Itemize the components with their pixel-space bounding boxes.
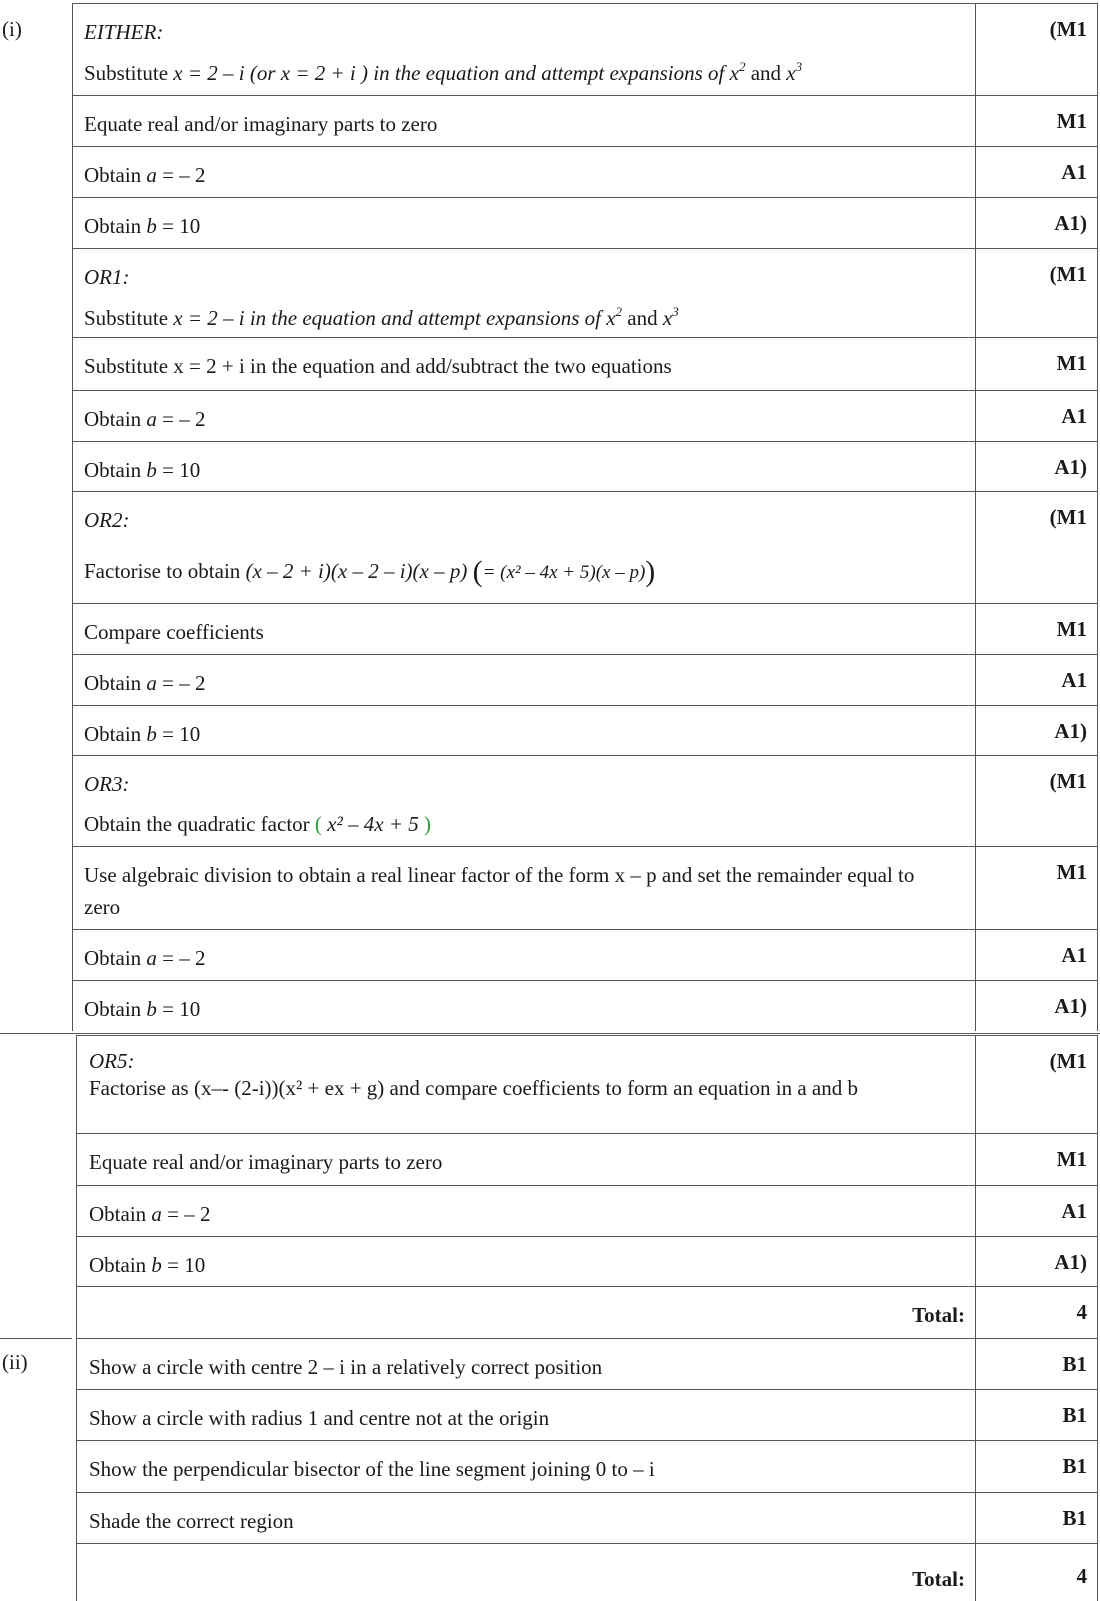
question-label: (i)	[2, 17, 22, 41]
table-row	[0, 755, 1100, 846]
mark-cell: (M1	[975, 3, 1098, 95]
table-row	[0, 146, 1100, 197]
criteria-cell: Shade the correct region	[76, 1492, 975, 1543]
mark-cell: (M1	[975, 1035, 1098, 1133]
mark-cell: A1)	[975, 705, 1098, 755]
mark-cell: B1	[975, 1389, 1098, 1440]
mark-cell: M1	[975, 95, 1098, 146]
method-heading: EITHER:	[84, 20, 164, 44]
table-row	[0, 1133, 1100, 1185]
table-row	[0, 980, 1100, 1031]
criteria-cell: Obtain b = 10	[72, 980, 975, 1031]
table-row	[0, 491, 1100, 603]
question-label: (ii)	[2, 1350, 28, 1374]
mark-cell: A1)	[975, 980, 1098, 1031]
criteria-cell: Obtain b = 10	[72, 441, 975, 491]
table-row	[0, 705, 1100, 755]
table-row	[0, 1492, 1100, 1543]
total-value: 4	[975, 1286, 1098, 1338]
method-heading: OR2:	[84, 508, 130, 532]
mark-cell: A1)	[975, 197, 1098, 248]
table-row	[0, 197, 1100, 248]
criteria-cell: Show the perpendicular bisector of the line segment joining 0 to – i	[76, 1440, 975, 1492]
table-row	[0, 1543, 1100, 1601]
mark-cell: M1	[975, 337, 1098, 390]
criteria-cell	[76, 1035, 975, 1133]
mark-cell: B1	[975, 1338, 1098, 1389]
mark-cell: A1	[975, 390, 1098, 441]
table-row	[0, 1389, 1100, 1440]
table-row	[0, 1185, 1100, 1236]
method-description: Factorise as (x–- (2-i))(x² + ex + g) and compare coefficients to form an equation in a and b	[89, 1076, 858, 1101]
table-row	[0, 390, 1100, 441]
method-description: Obtain the quadratic factor ( x² – 4x + 5 )	[84, 811, 432, 836]
criteria-cell: Show a circle with radius 1 and centre not at the origin	[76, 1389, 975, 1440]
criteria-cell	[72, 248, 975, 337]
criteria-cell: Equate real and/or imaginary parts to zero	[76, 1133, 975, 1185]
table-row	[0, 3, 1100, 95]
criteria-cell: Obtain a = – 2	[76, 1185, 975, 1236]
total-cell	[76, 1286, 975, 1338]
criteria-cell: Show a circle with centre 2 – i in a relatively correct position	[76, 1338, 975, 1389]
criteria-cell: Obtain b = 10	[72, 705, 975, 755]
criteria-cell	[72, 755, 975, 846]
section-divider	[0, 1033, 1100, 1034]
table-row	[0, 603, 1100, 654]
mark-cell: (M1	[975, 755, 1098, 846]
mark-cell: A1	[975, 654, 1098, 705]
criteria-cell: Equate real and/or imaginary parts to zero	[72, 95, 975, 146]
method-heading: OR3:	[84, 772, 130, 796]
table-row	[0, 1440, 1100, 1492]
criteria-cell: Compare coefficients	[72, 603, 975, 654]
table-row	[0, 1338, 1100, 1389]
mark-cell: (M1	[975, 491, 1098, 603]
mark-cell: B1	[975, 1492, 1098, 1543]
mark-cell: A1	[975, 146, 1098, 197]
mark-cell: A1)	[975, 1236, 1098, 1286]
criteria-cell	[72, 3, 975, 95]
mark-cell: M1	[975, 846, 1098, 929]
mark-cell: M1	[975, 1133, 1098, 1185]
table-row	[0, 846, 1100, 929]
table-row	[0, 441, 1100, 491]
criteria-cell: Obtain a = – 2	[72, 654, 975, 705]
criteria-cell: Obtain a = – 2	[72, 390, 975, 441]
criteria-cell: Obtain a = – 2	[72, 929, 975, 980]
mark-cell: M1	[975, 603, 1098, 654]
total-value: 4	[975, 1543, 1098, 1601]
table-row	[0, 1035, 1100, 1133]
table-row	[0, 1286, 1100, 1338]
criteria-cell: Obtain a = – 2	[72, 146, 975, 197]
table-row	[0, 654, 1100, 705]
criteria-cell: Use algebraic division to obtain a real linear factor of the form x – p and set the remainder equal to zero	[72, 846, 975, 929]
table-row	[0, 1236, 1100, 1286]
table-row	[0, 248, 1100, 337]
total-label: Total:	[912, 1567, 965, 1591]
table-row	[0, 929, 1100, 980]
method-description: Substitute x = 2 – i (or x = 2 + i ) in the equation and attempt expansions of $x^2$ and $x^3$	[84, 58, 803, 85]
mark-cell: A1)	[975, 441, 1098, 491]
mark-cell: (M1	[975, 248, 1098, 337]
mark-cell: A1	[975, 929, 1098, 980]
mark-cell: A1	[975, 1185, 1098, 1236]
method-heading: OR1:	[84, 265, 130, 289]
mark-cell: B1	[975, 1440, 1098, 1492]
method-description: Factorise to obtain (x – 2 + i)(x – 2 – i)(x – p) (= (x² – 4x + 5)(x – p))	[84, 554, 656, 588]
table-row	[0, 95, 1100, 146]
criteria-cell: Obtain b = 10	[72, 197, 975, 248]
method-description: Substitute x = 2 – i in the equation and attempt expansions of $x^2$ and $x^3$	[84, 303, 679, 330]
criteria-cell	[72, 491, 975, 603]
criteria-cell: Obtain b = 10	[76, 1236, 975, 1286]
table-row	[0, 337, 1100, 390]
criteria-cell: Substitute x = 2 + i in the equation and add/subtract the two equations	[72, 337, 975, 390]
total-cell	[76, 1543, 975, 1601]
total-label: Total:	[912, 1303, 965, 1327]
method-heading: OR5:	[89, 1049, 135, 1073]
